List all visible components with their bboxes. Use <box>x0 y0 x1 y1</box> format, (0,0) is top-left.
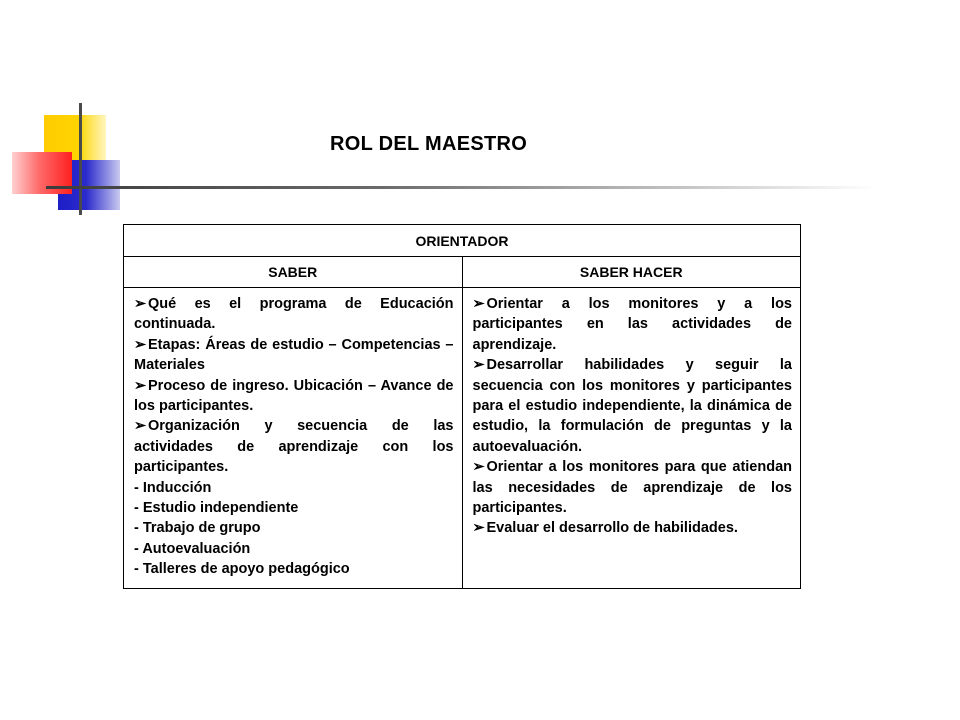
arrowhead-bullet-icon: ➢ <box>472 459 485 476</box>
arrowhead-bullet-icon: ➢ <box>134 336 147 353</box>
vertical-rule-decoration <box>79 103 82 215</box>
list-item: ➢ Evaluar el desarrollo de habilidades. <box>473 518 793 538</box>
table-header: ORIENTADOR <box>124 225 801 257</box>
table-header-row <box>124 225 801 257</box>
saber-hacer-column <box>462 288 801 589</box>
page-title: ROL DEL MAESTRO <box>330 133 528 155</box>
column-header-saber: SABER <box>124 257 463 288</box>
saber-column <box>124 288 463 589</box>
column-header-row <box>124 257 801 288</box>
list-item: ➢ Organización y secuencia de las actividades de aprendizaje con los participantes. <box>134 418 454 476</box>
decorative-corner-graphic <box>0 0 960 230</box>
yellow-square-decoration <box>44 115 106 177</box>
blue-square-decoration <box>58 160 120 210</box>
list-item: ➢ Orientar a los monitores y a los participantes en las actividades de aprendizaje. <box>472 296 792 353</box>
sub-list-item: - Autoevaluación <box>134 540 251 557</box>
column-header-saber-hacer: SABER HACER <box>462 257 801 288</box>
sub-list-item: - Trabajo de grupo <box>134 520 261 537</box>
red-square-decoration <box>12 152 72 194</box>
list-item: ➢ Orientar a los monitores para que atiendan las necesidades de aprendizaje de los participantes. <box>472 459 792 517</box>
horizontal-rule-decoration <box>46 186 876 189</box>
arrowhead-bullet-icon: ➢ <box>472 296 485 312</box>
sub-list-item: - Inducción <box>134 479 212 496</box>
arrowhead-bullet-icon: ➢ <box>134 377 147 394</box>
sub-list-item: - Estudio independiente <box>134 500 299 517</box>
list-item: ➢ Etapas: Áreas de estudio – Competencias – Materiales <box>134 336 454 374</box>
role-table <box>123 224 801 589</box>
list-item: ➢ Qué es el programa de Educación continuada. <box>134 296 454 333</box>
list-item: ➢ Desarrollar habilidades y seguir la secuencia con los monitores y participantes para el estudio independiente, la dinámica de estudio, la formulación de preguntas y la autoevaluación. <box>472 357 792 455</box>
content-row <box>124 288 801 589</box>
arrowhead-bullet-icon: ➢ <box>134 296 147 312</box>
sub-list-item: - Talleres de apoyo pedagógico <box>134 561 350 578</box>
arrowhead-bullet-icon: ➢ <box>472 357 485 374</box>
arrowhead-bullet-icon: ➢ <box>134 418 147 435</box>
list-item: ➢ Proceso de ingreso. Ubicación – Avance de los participantes. <box>134 377 454 415</box>
arrowhead-bullet-icon: ➢ <box>472 520 485 537</box>
